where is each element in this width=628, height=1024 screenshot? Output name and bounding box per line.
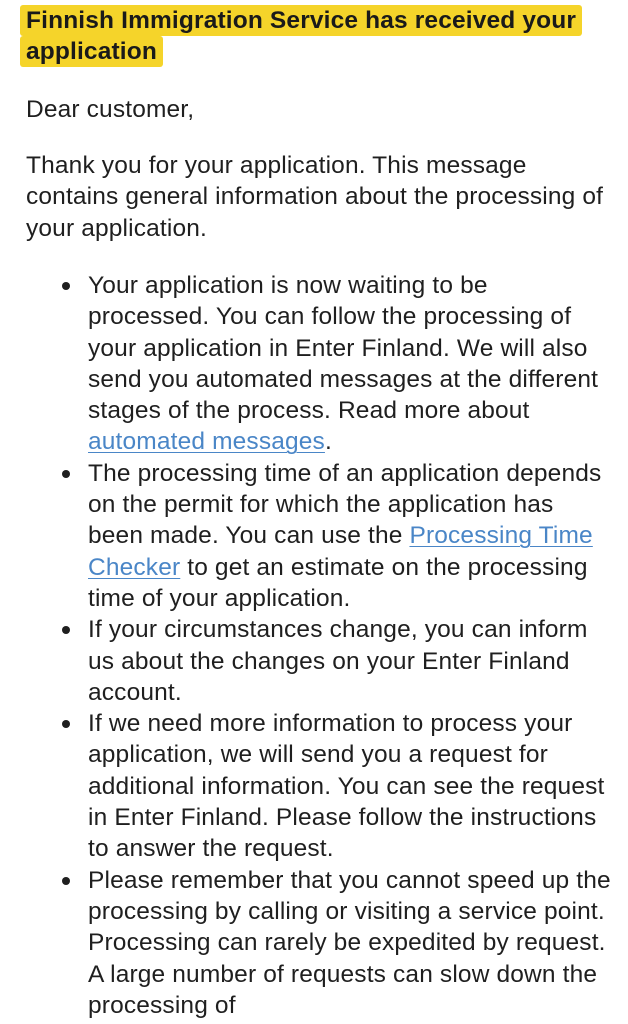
list-item-text: If we need more information to process your application, we will send you a request for additional information. You can see the request in Enter Finland. Please follow the instructions to answer the request. [88, 710, 605, 863]
list-item [88, 614, 613, 708]
list-item-text: The processing time of an application depends on the permit for which the application has been made. You can use the [88, 459, 602, 550]
list-item-text: If your circumstances change, you can inform us about the changes on your Enter Finland account. [88, 616, 588, 706]
info-bullet-list [88, 270, 613, 1021]
list-item-text: to get an estimate on the processing time of your application. [88, 553, 588, 612]
list-item-text: Please remember that you cannot speed up the processing by calling or visiting a service point. Processing can rarely be expedited by request. A large number of requests can slow down the processing of [88, 866, 611, 1019]
processing-time-checker-link[interactable]: Processing Time Checker [88, 522, 593, 581]
list-item-text: . [324, 428, 332, 456]
subject-highlight: Finnish Immigration Service has received your application [20, 5, 582, 67]
greeting: Dear customer, [26, 96, 195, 123]
list-item [88, 865, 613, 1021]
list-item-text: Your application is now waiting to be processed. You can follow the processing of your application in Enter Finland. We will also send you automated messages at the different stages of the process. Read more about [88, 272, 599, 425]
list-item [88, 270, 613, 458]
list-item [88, 708, 613, 864]
list-item [88, 458, 613, 614]
intro-paragraph: Thank you for your application. This message contains general information about the processing of your application. [26, 152, 604, 242]
email-subject-heading [26, 5, 616, 68]
automated-messages-link[interactable]: automated messages [88, 428, 325, 456]
